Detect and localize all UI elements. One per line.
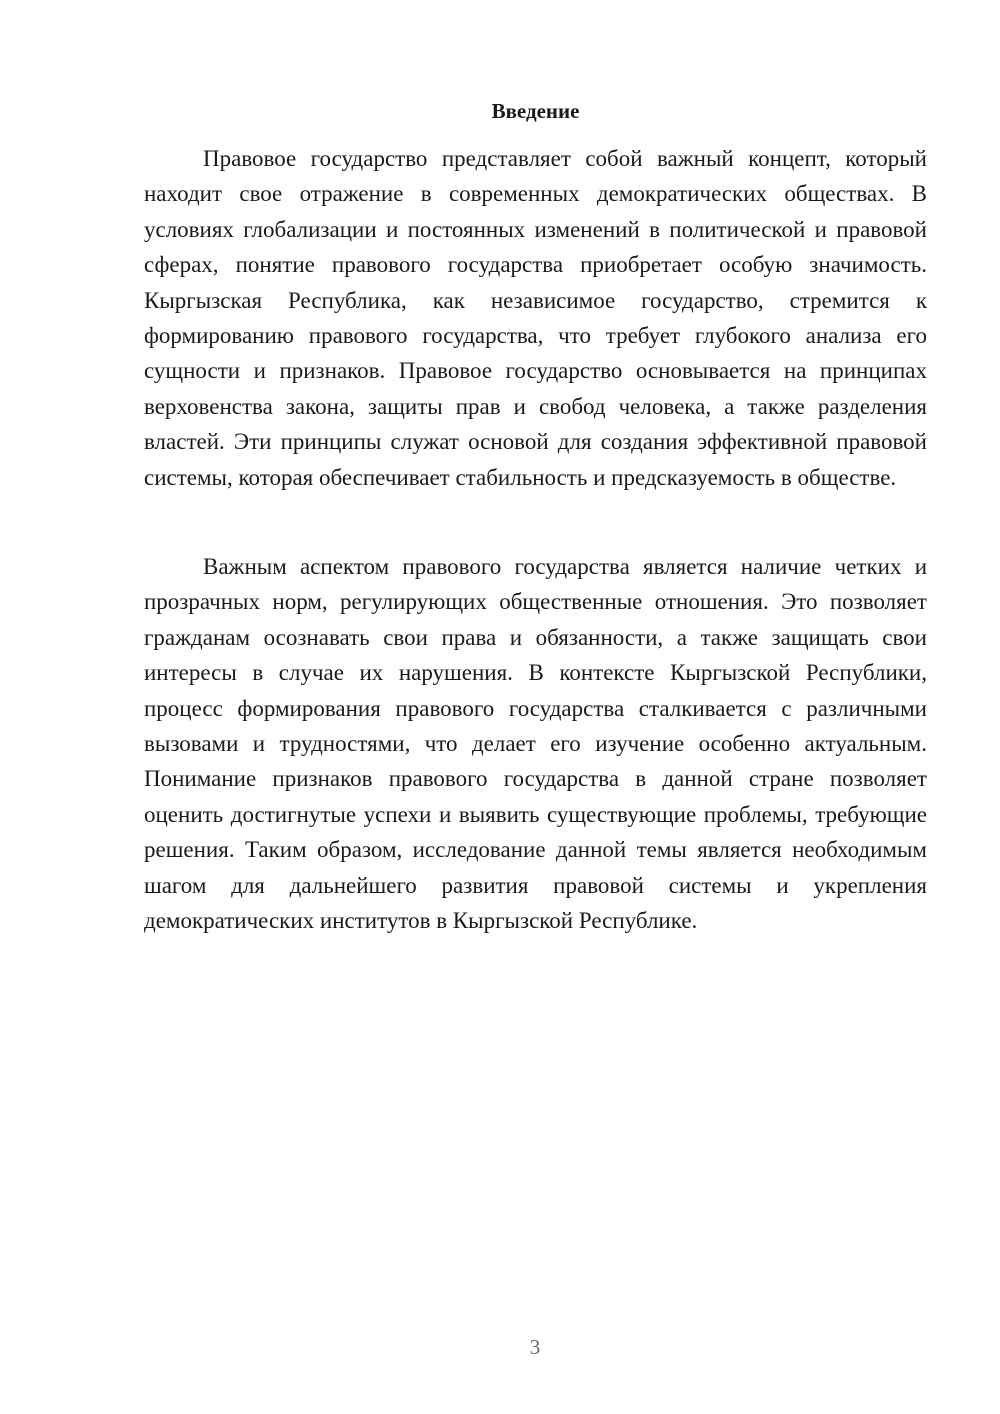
page-number: 3 [529,1335,541,1359]
paragraph-2: Важным аспектом правового государства является наличие четких и прозрачных норм, регулирующих общественные отношения. Это позволяет гражданам осознавать свои права и обязанности, а также защищать свои интересы в случае их нарушения. В контексте Кыргызской Республики, процесс формирования правового государства сталкивается с различными вызовами и трудностями, что делает его изучение особенно актуальным. Понимание признаков правового государства в данной стране позволяет оценить достигнутые успехи и выявить существующие проблемы, требующие решения. Таким образом, исследование данной темы является необходимым шагом для дальнейшего развития правовой системы и укрепления демократических институтов в Кыргызской Республике. [144,554,927,934]
paragraph-1: Правовое государство представляет собой важный концепт, который находит свое отражение в современных демократических обществах. В условиях глобализации и постоянных изменений в политической и правовой сферах, понятие правового государства приобретает особую значимость. Кыргызская Республика, как независимое государство, стремится к формированию правового государства, что требует глубокого анализа его сущности и признаков. Правовое государство основывается на принципах верховенства закона, защиты прав и свобод человека, а также разделения властей. Эти принципы служат основой для создания эффективной правовой системы, которая обеспечивает стабильность и предсказуемость в обществе. [144,146,927,490]
section-heading: Введение [491,99,580,123]
